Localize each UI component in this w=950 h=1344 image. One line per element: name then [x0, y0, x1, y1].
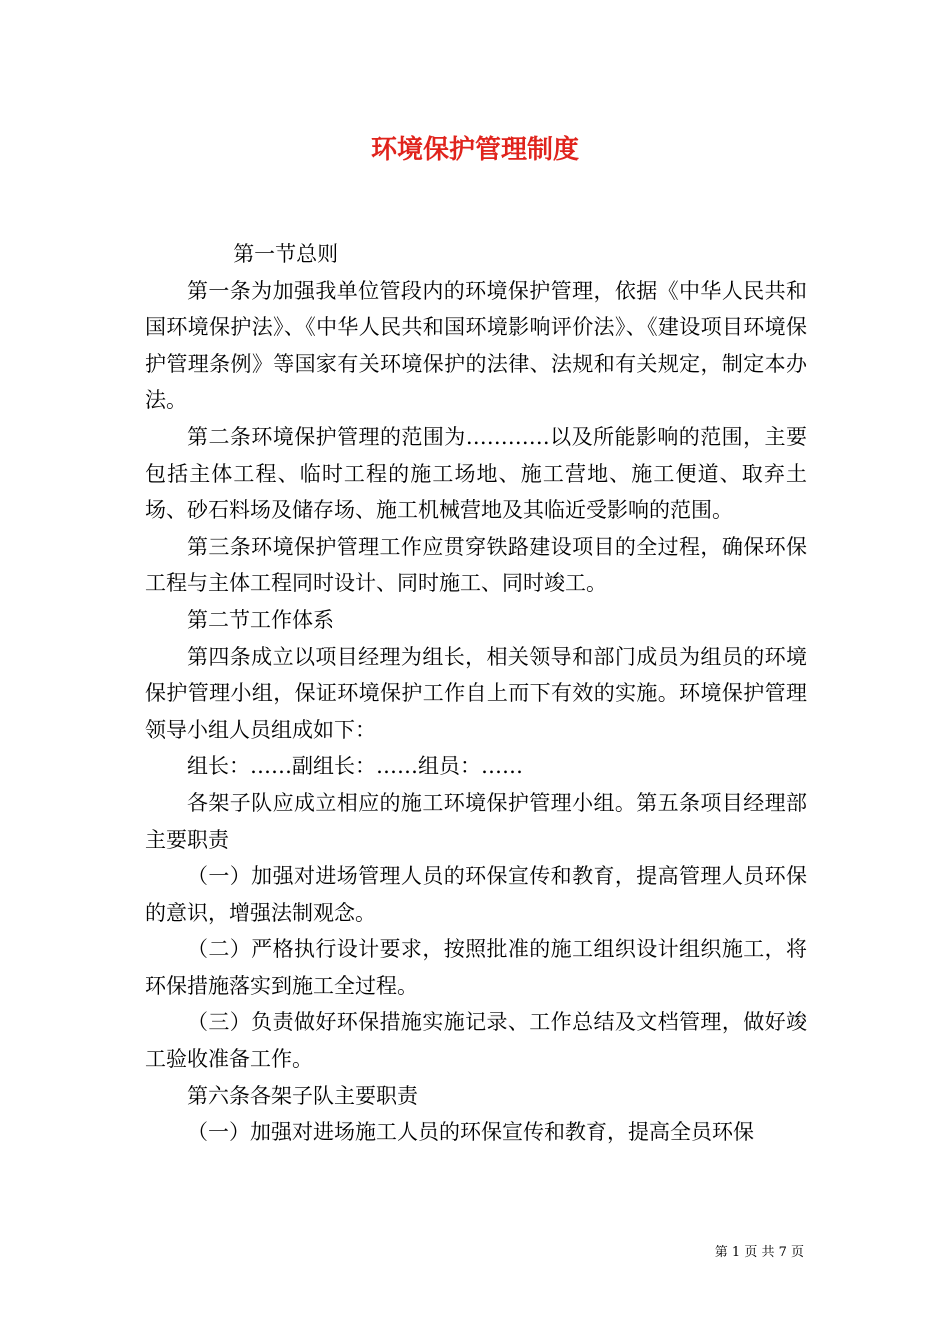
- section1-heading: 第一节总则: [233, 242, 339, 266]
- page-number-footer: 第 1 页 共 7 页: [714, 1245, 804, 1260]
- document-title: 环境保护管理制度: [370, 135, 579, 165]
- section2-heading: 第二节工作体系: [187, 607, 334, 632]
- members-line: 组长：……副组长：……组员：……: [187, 754, 523, 779]
- article5-intro-paragraph: 各架子队应成立相应的施工环境保护管理小组。第五条项目经理部主要职责: [145, 790, 807, 852]
- article3-paragraph: 第三条环境保护管理工作应贯穿铁路建设项目的全过程，确保环保工程与主体工程同时设计、同时施工、同时竣工。: [145, 534, 807, 596]
- document-body: [145, 236, 807, 1151]
- article4-paragraph: 第四条成立以项目经理为组长，相关领导和部门成员为组员的环境保护管理小组，保证环境保护工作自上而下有效的实施。环境保护管理领导小组人员组成如下：: [145, 644, 807, 742]
- article5-item1-paragraph: （一）加强对进场管理人员的环保宣传和教育，提高管理人员环保的意识，增强法制观念。: [145, 864, 807, 925]
- article6-heading: 第六条各架子队主要职责: [187, 1083, 418, 1108]
- article5-item2-paragraph: （二）严格执行设计要求，按照批准的施工组织设计组织施工，将环保措施落实到施工全过程。: [145, 937, 807, 998]
- article6-item1-paragraph: （一）加强对进场施工人员的环保宣传和教育，提高全员环保: [187, 1120, 754, 1145]
- article2-paragraph: 第二条环境保护管理的范围为…………以及所能影响的范围，主要包括主体工程、临时工程的施工场地、施工营地、施工便道、取弃土场、砂石料场及储存场、施工机械营地及其临近受影响的范围。: [145, 424, 807, 523]
- article5-item3-paragraph: （三）负责做好环保措施实施记录、工作总结及文档管理，做好竣工验收准备工作。: [145, 1010, 807, 1072]
- article1-paragraph: 第一条为加强我单位管段内的环境保护管理，依据《中华人民共和国环境保护法》、《中华人民共和国环境影响评价法》、《建设项目环境保护管理条例》等国家有关环境保护的法律、法规和有关规定，制定本办法。: [145, 278, 807, 413]
